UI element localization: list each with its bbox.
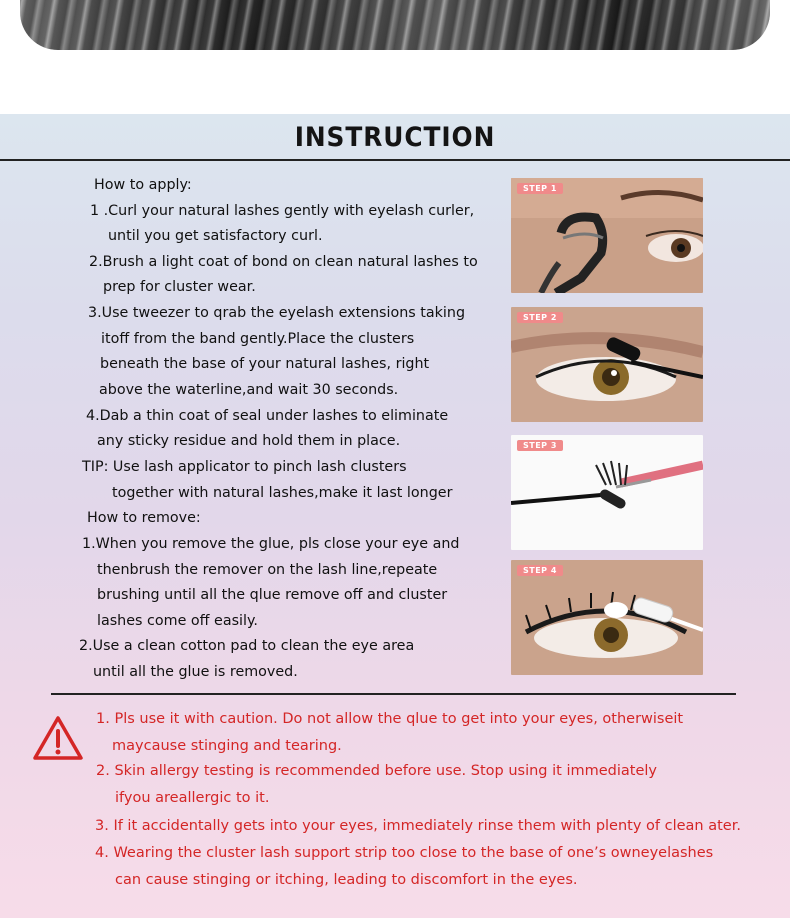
- apply-line: any sticky residue and hold them in place.: [97, 433, 401, 449]
- warning-line: 4. Wearing the cluster lash support strip too close to the base of one’s owneyelashes: [95, 845, 714, 861]
- warning-line: 2. Skin allergy testing is recommended before use. Stop using it immediately: [96, 763, 657, 779]
- warning-line: ifyou areallergic to it.: [115, 790, 270, 806]
- step-label: STEP 2: [517, 312, 563, 323]
- apply-line: 2.Brush a light coat of bond on clean natural lashes to: [89, 254, 478, 270]
- apply-line: until you get satisfactory curl.: [108, 228, 323, 244]
- remove-line: thenbrush the remover on the lash line,repeate: [97, 562, 438, 578]
- instruction-section: [0, 114, 790, 918]
- apply-line: prep for cluster wear.: [103, 279, 256, 295]
- step-label: STEP 4: [517, 565, 563, 576]
- apply-line: 1 .Curl your natural lashes gently with eyelash curler,: [90, 203, 475, 219]
- tip-line: together with natural lashes,make it last longer: [112, 485, 453, 501]
- warning-line: can cause stinging or itching, leading to discomfort in the eyes.: [115, 872, 578, 888]
- warning-divider: [51, 693, 736, 695]
- tip-line: TIP: Use lash applicator to pinch lash clusters: [82, 459, 407, 475]
- remove-line: brushing until all the qlue remove off and cluster: [97, 587, 448, 603]
- apply-line: beneath the base of your natural lashes, right: [100, 356, 430, 372]
- tweezer-lash-cluster-photo: [511, 435, 703, 550]
- warning-line: maycause stinging and tearing.: [112, 738, 342, 754]
- warning-line: 1. Pls use it with caution. Do not allow the qlue to get into your eyes, otherwiseit: [96, 711, 684, 727]
- apply-line: 3.Use tweezer to qrab the eyelash extensions taking: [88, 305, 466, 321]
- warning-line: 3. If it accidentally gets into your eyes, immediately rinse them with plenty of clean ater.: [95, 818, 741, 834]
- step-label: STEP 3: [517, 440, 563, 451]
- instruction-text: [0, 114, 500, 694]
- apply-line: 4.Dab a thin coat of seal under lashes to eliminate: [86, 408, 449, 424]
- mascara-wand-photo: [511, 307, 703, 422]
- lash-applicator-photo: [511, 560, 703, 675]
- eyelash-clusters-photo: [20, 0, 770, 50]
- warning-triangle-icon: [32, 714, 84, 762]
- remove-line: until all the glue is removed.: [93, 664, 298, 680]
- apply-line: itoff from the band gently.Place the clusters: [101, 331, 415, 347]
- remove-line: 2.Use a clean cotton pad to clean the eye area: [79, 638, 415, 654]
- step-label: STEP 1: [517, 183, 563, 194]
- remove-line: lashes come off easily.: [97, 613, 258, 629]
- remove-line: 1.When you remove the glue, pls close your eye and: [82, 536, 460, 552]
- apply-heading: How to apply:: [94, 177, 192, 193]
- apply-line: above the waterline,and wait 30 seconds.: [99, 382, 399, 398]
- eyelash-curler-photo: [511, 178, 703, 293]
- section-title: INSTRUCTION: [294, 122, 496, 153]
- remove-heading: How to remove:: [87, 510, 201, 526]
